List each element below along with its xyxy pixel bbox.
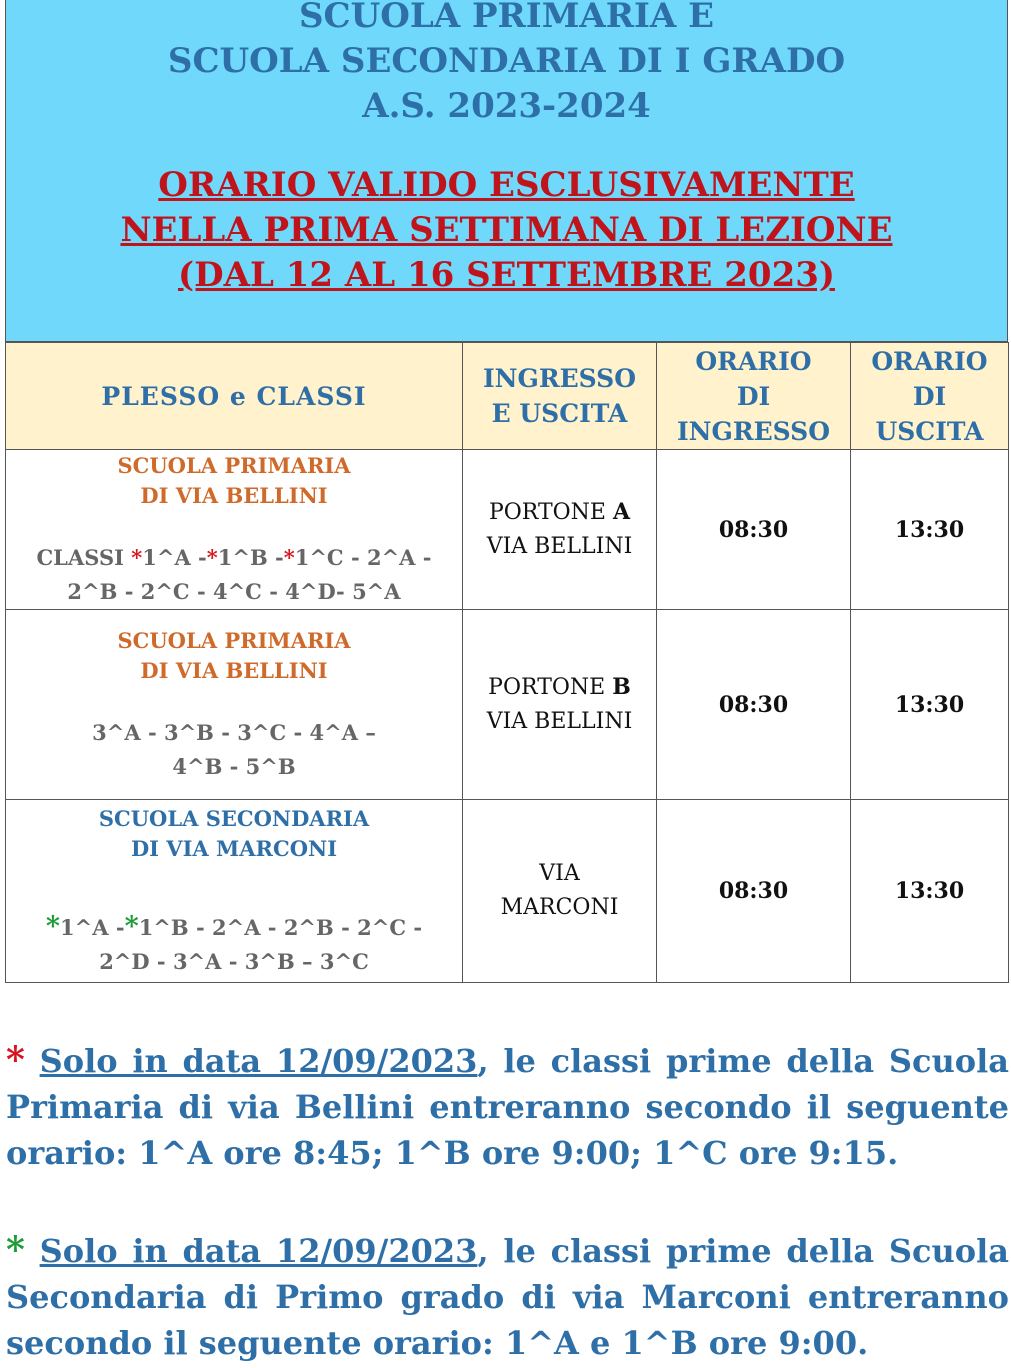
class-list [6, 541, 462, 609]
asterisk-icon: * [206, 544, 218, 570]
col-header-orario-uscita [851, 343, 1009, 450]
validity-notice [6, 163, 1007, 298]
plesso-cell [6, 610, 463, 800]
header-banner [5, 0, 1008, 342]
gate-letter: B [612, 674, 631, 700]
class-text: 1^A - [60, 914, 125, 940]
col-header-plesso: PLESSO e CLASSI [6, 343, 463, 450]
class-text: 1^C - 2^A - [294, 544, 432, 570]
header-text: ORARIO [871, 346, 988, 376]
col-header-ingresso [463, 343, 657, 450]
table-row [6, 450, 1009, 610]
header-text: ORARIO [695, 346, 812, 376]
class-list [6, 910, 462, 979]
plesso-title [6, 451, 462, 511]
class-line: 2^B - 2^C - 4^C - 4^D- 5^A [67, 578, 401, 604]
plesso-title [6, 804, 462, 864]
schedule-table [5, 342, 1009, 983]
asterisk-icon: * [124, 910, 139, 942]
footnote-primaria [6, 1037, 1009, 1176]
notice-line: NELLA PRIMA SETTIMANA DI LEZIONE [120, 210, 893, 250]
gate-line [463, 670, 656, 705]
gate-line: VIA [539, 861, 580, 886]
plesso-cell [6, 800, 463, 983]
plesso-line: DI VIA BELLINI [140, 482, 328, 508]
gate-label [463, 670, 656, 739]
school-title-line: A.S. 2023-2024 [362, 86, 651, 126]
class-line: 3^A - 3^B - 3^C - 4^A – [92, 719, 376, 745]
class-line: 2^D - 3^A - 3^B – 3^C [99, 948, 369, 974]
asterisk-icon: * [6, 1039, 25, 1081]
footnote-date: Solo in data 12/09/2023 [39, 1042, 478, 1080]
plesso-line: SCUOLA PRIMARIA [117, 627, 351, 653]
class-text: 1^A - [142, 544, 207, 570]
class-text: 1^B - [217, 544, 284, 570]
gate-label [463, 495, 656, 564]
gate-prefix: PORTONE [488, 500, 613, 525]
asterisk-icon: * [131, 544, 143, 570]
entry-time: 08:30 [657, 800, 851, 983]
asterisk-icon: * [6, 1229, 25, 1271]
header-text: INGRESSO [482, 364, 637, 393]
asterisk-icon: * [45, 910, 61, 942]
gate-cell [463, 450, 657, 610]
plesso-cell [6, 450, 463, 610]
class-line: 4^B - 5^B [172, 753, 296, 779]
class-line [6, 910, 462, 945]
exit-time: 13:30 [851, 610, 1009, 800]
plesso-line: DI VIA MARCONI [130, 835, 338, 861]
gate-cell [463, 610, 657, 800]
exit-time: 13:30 [851, 800, 1009, 983]
footnote-secondaria [6, 1227, 1009, 1366]
plesso-line: SCUOLA SECONDARIA [98, 805, 370, 831]
gate-letter: A [612, 499, 631, 525]
footnote-text: , le classi prime della Scuola Primaria di via Bellini entreranno secondo il seguente orario: 1^A ore 8:45; 1^B ore 9:00; 1^C ore 9:15. [6, 1042, 1010, 1172]
class-list [6, 716, 462, 784]
footnote-text: , le classi prime della Scuola Secondaria di Primo grado di via Marconi entreranno secondo il seguente orario: 1^A e 1^B ore 9:00. [6, 1232, 1010, 1362]
notice-line: (DAL 12 AL 16 SETTEMBRE 2023) [178, 255, 835, 295]
gate-street: VIA BELLINI [486, 534, 633, 559]
class-prefix: CLASSI [36, 544, 132, 570]
notice-line: ORARIO VALIDO ESCLUSIVAMENTE [158, 165, 855, 205]
school-title-line: SCUOLA PRIMARIA E [298, 0, 715, 36]
school-title-line: SCUOLA SECONDARIA DI I GRADO [167, 41, 846, 81]
header-text: INGRESSO [676, 416, 831, 446]
exit-time: 13:30 [851, 450, 1009, 610]
gate-cell [463, 800, 657, 983]
asterisk-icon: * [283, 544, 295, 570]
header-text: DI [912, 381, 947, 411]
gate-line [463, 495, 656, 530]
table-header-row [6, 343, 1009, 450]
gate-street: MARCONI [500, 895, 619, 920]
col-header-orario-ingresso [657, 343, 851, 450]
plesso-title [6, 626, 462, 686]
class-line [6, 541, 462, 575]
gate-prefix: PORTONE [488, 675, 613, 700]
header-text: DI [736, 381, 771, 411]
class-text: 1^B - 2^A - 2^B - 2^C - [138, 914, 423, 940]
footnote-date: Solo in data 12/09/2023 [39, 1232, 478, 1270]
gate-label [463, 857, 656, 925]
gate-street: VIA BELLINI [486, 709, 633, 734]
plesso-line: DI VIA BELLINI [140, 657, 328, 683]
table-row [6, 800, 1009, 983]
plesso-line: SCUOLA PRIMARIA [117, 452, 351, 478]
header-text: USCITA [875, 416, 984, 446]
header-text: E USCITA [491, 399, 628, 428]
entry-time: 08:30 [657, 610, 851, 800]
entry-time: 08:30 [657, 450, 851, 610]
table-row [6, 610, 1009, 800]
school-title [6, 0, 1007, 129]
